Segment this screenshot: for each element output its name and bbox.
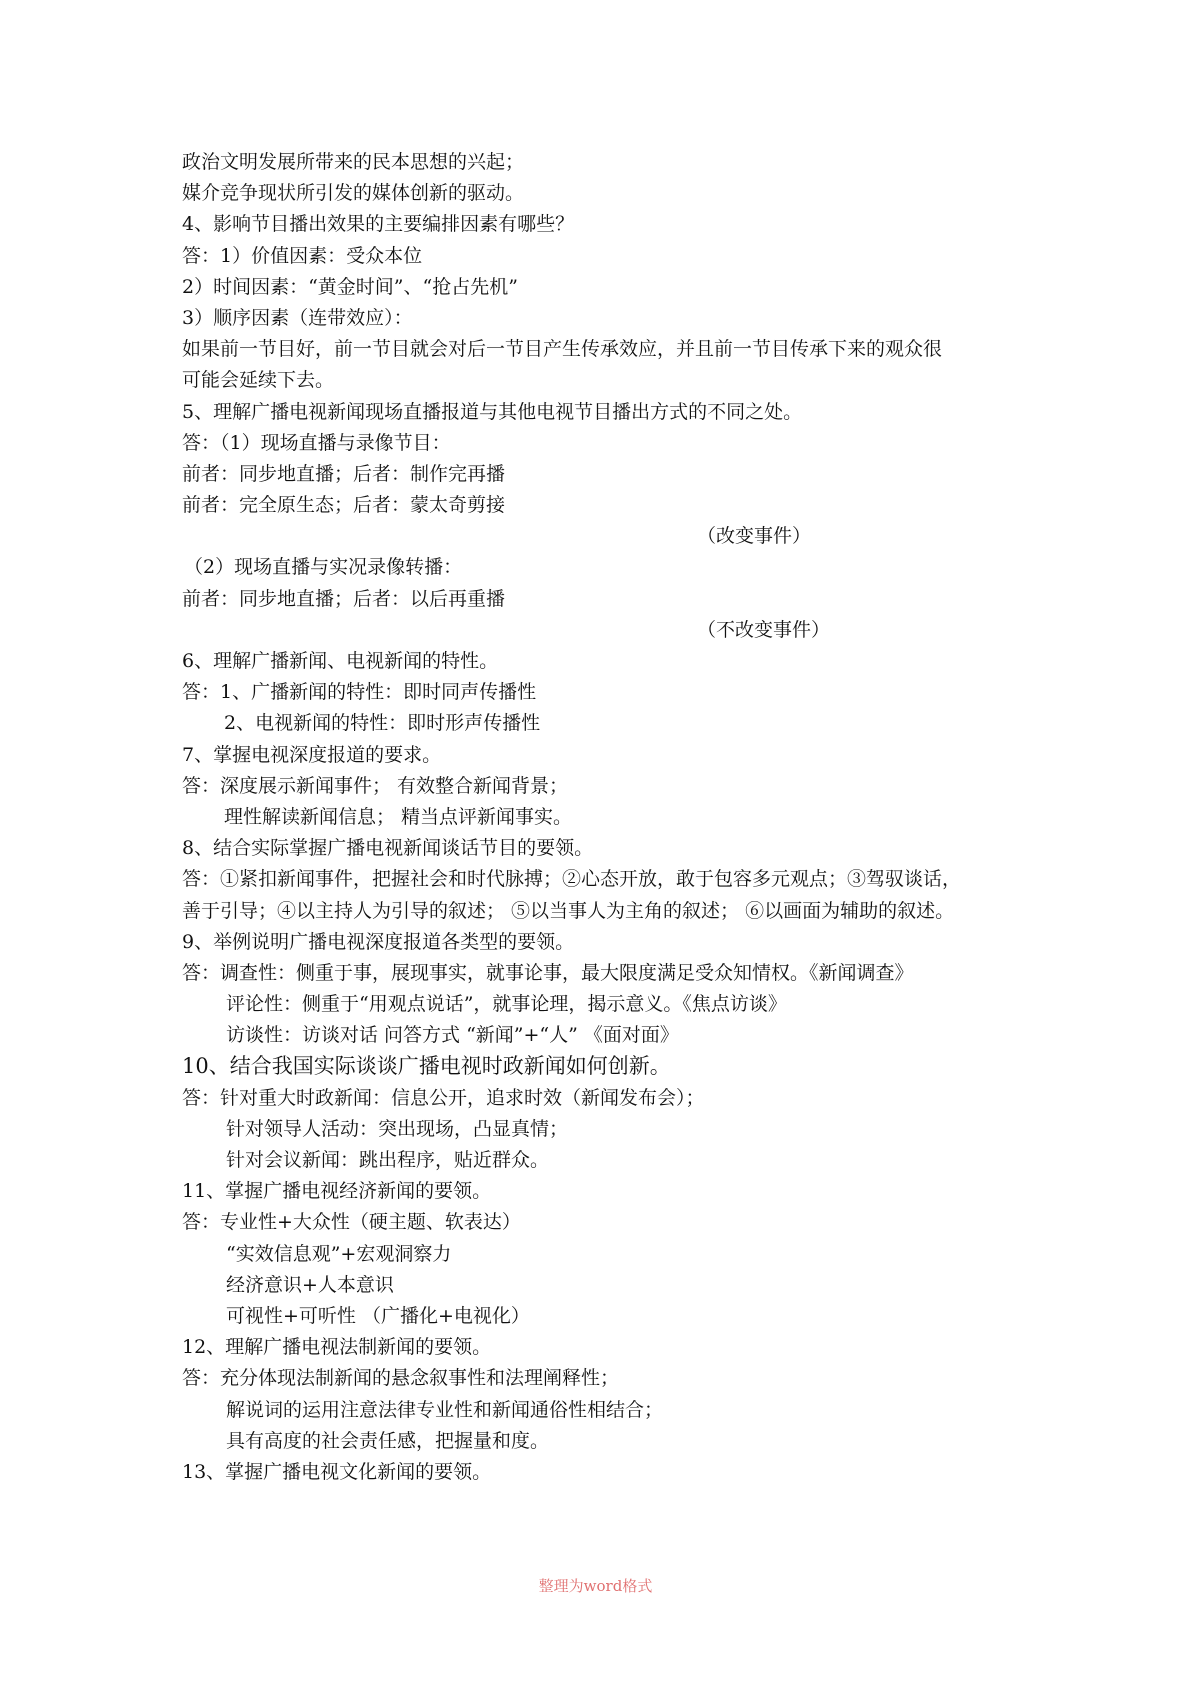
text-line: 评论性：侧重于“用观点说话”，就事论理，揭示意义。《焦点访谈》 [226, 993, 787, 1016]
question-heading: 5、理解广播电视新闻现场直播报道与其他电视节目播出方式的不同之处。 [182, 400, 803, 423]
answer-line: 答：1）价值因素：受众本位 [182, 244, 423, 267]
question-heading: 10、结合我国实际谈谈广播电视时政新闻如何创新。 [182, 1054, 671, 1079]
text-line: 如果前一节目好，前一节目就会对后一节目产生传承效应，并且前一节目传承下来的观众很 [182, 338, 943, 361]
question-heading: 6、理解广播新闻、电视新闻的特性。 [182, 650, 499, 672]
text-line: 访谈性：访谈对话 问答方式 “新闻”+“人” 《面对面》 [226, 1024, 679, 1047]
answer-line: 答：（1）现场直播与录像节目： [182, 431, 451, 454]
document-body [182, 147, 1042, 1488]
text-line-right: （不改变事件） [697, 618, 831, 641]
text-line: 解说词的运用注意法律专业性和新闻通俗性相结合； [226, 1398, 664, 1421]
text-line: 针对会议新闻：跳出程序，贴近群众。 [226, 1149, 550, 1171]
text-line: 针对领导人活动：突出现场，凸显真情； [226, 1117, 569, 1140]
question-heading: 12、理解广播电视法制新闻的要领。 [182, 1336, 492, 1359]
answer-line: 答：充分体现法制新闻的悬念叙事性和法理阐释性； [182, 1367, 620, 1390]
text-line: （2）现场直播与实况录像转播： [184, 556, 463, 579]
question-heading: 8、结合实际掌握广播电视新闻谈话节目的要领。 [182, 837, 594, 860]
question-heading: 4、影响节目播出效果的主要编排因素有哪些？ [182, 213, 575, 236]
answer-line: 答：①紧扣新闻事件，把握社会和时代脉搏；②心态开放，敢于包容多元观点；③驾驭谈话， [182, 868, 962, 891]
text-line: 善于引导；④以主持人为引导的叙述； ⑤以当事人为主角的叙述； ⑥以画面为辅助的叙述。 [182, 899, 955, 922]
text-line: 可能会延续下去。 [182, 369, 335, 392]
text-line: 前者：完全原生态；后者：蒙太奇剪接 [182, 494, 506, 517]
page-footer: 整理为word格式 [538, 1577, 653, 1595]
question-heading: 7、掌握电视深度报道的要求。 [182, 743, 442, 766]
text-line: 前者：同步地直播；后者：制作完再播 [182, 462, 506, 485]
answer-line: 答：专业性+大众性（硬主题、软表达） [182, 1211, 521, 1234]
text-line: 经济意识+人本意识 [226, 1273, 394, 1296]
text-line: 媒介竞争现状所引发的媒体创新的驱动。 [182, 182, 525, 205]
text-line: 具有高度的社会责任感，把握量和度。 [226, 1429, 550, 1452]
answer-line: 答：针对重大时政新闻：信息公开，追求时效（新闻发布会）； [182, 1086, 705, 1109]
text-line-right: （改变事件） [697, 525, 812, 548]
text-line: 可视性+可听性 （广播化+电视化） [226, 1304, 530, 1327]
question-heading: 9、举例说明广播电视深度报道各类型的要领。 [182, 930, 575, 953]
question-heading: 13、掌握广播电视文化新闻的要领。 [182, 1460, 492, 1483]
answer-line: 答：调查性：侧重于事，展现事实，就事论事，最大限度满足受众知情权。《新闻调查》 [182, 961, 914, 984]
text-line: 3）顺序因素（连带效应）： [182, 306, 413, 329]
text-line: 2）时间因素：“黄金时间”、“抢占先机” [182, 275, 518, 298]
answer-line: 答：深度展示新闻事件； 有效整合新闻背景； [182, 774, 569, 797]
answer-line: 答：1、广播新闻的特性：即时同声传播性 [182, 681, 537, 704]
question-heading: 11、掌握广播电视经济新闻的要领。 [182, 1180, 492, 1203]
text-line: 前者：同步地直播；后者：以后再重播 [182, 587, 506, 610]
text-line: 理性解读新闻信息； 精当点评新闻事实。 [224, 805, 573, 828]
text-line: “实效信息观”+宏观洞察力 [226, 1242, 452, 1265]
text-line: 政治文明发展所带来的民本思想的兴起； [182, 151, 525, 173]
text-line: 2、电视新闻的特性：即时形声传播性 [224, 712, 541, 735]
